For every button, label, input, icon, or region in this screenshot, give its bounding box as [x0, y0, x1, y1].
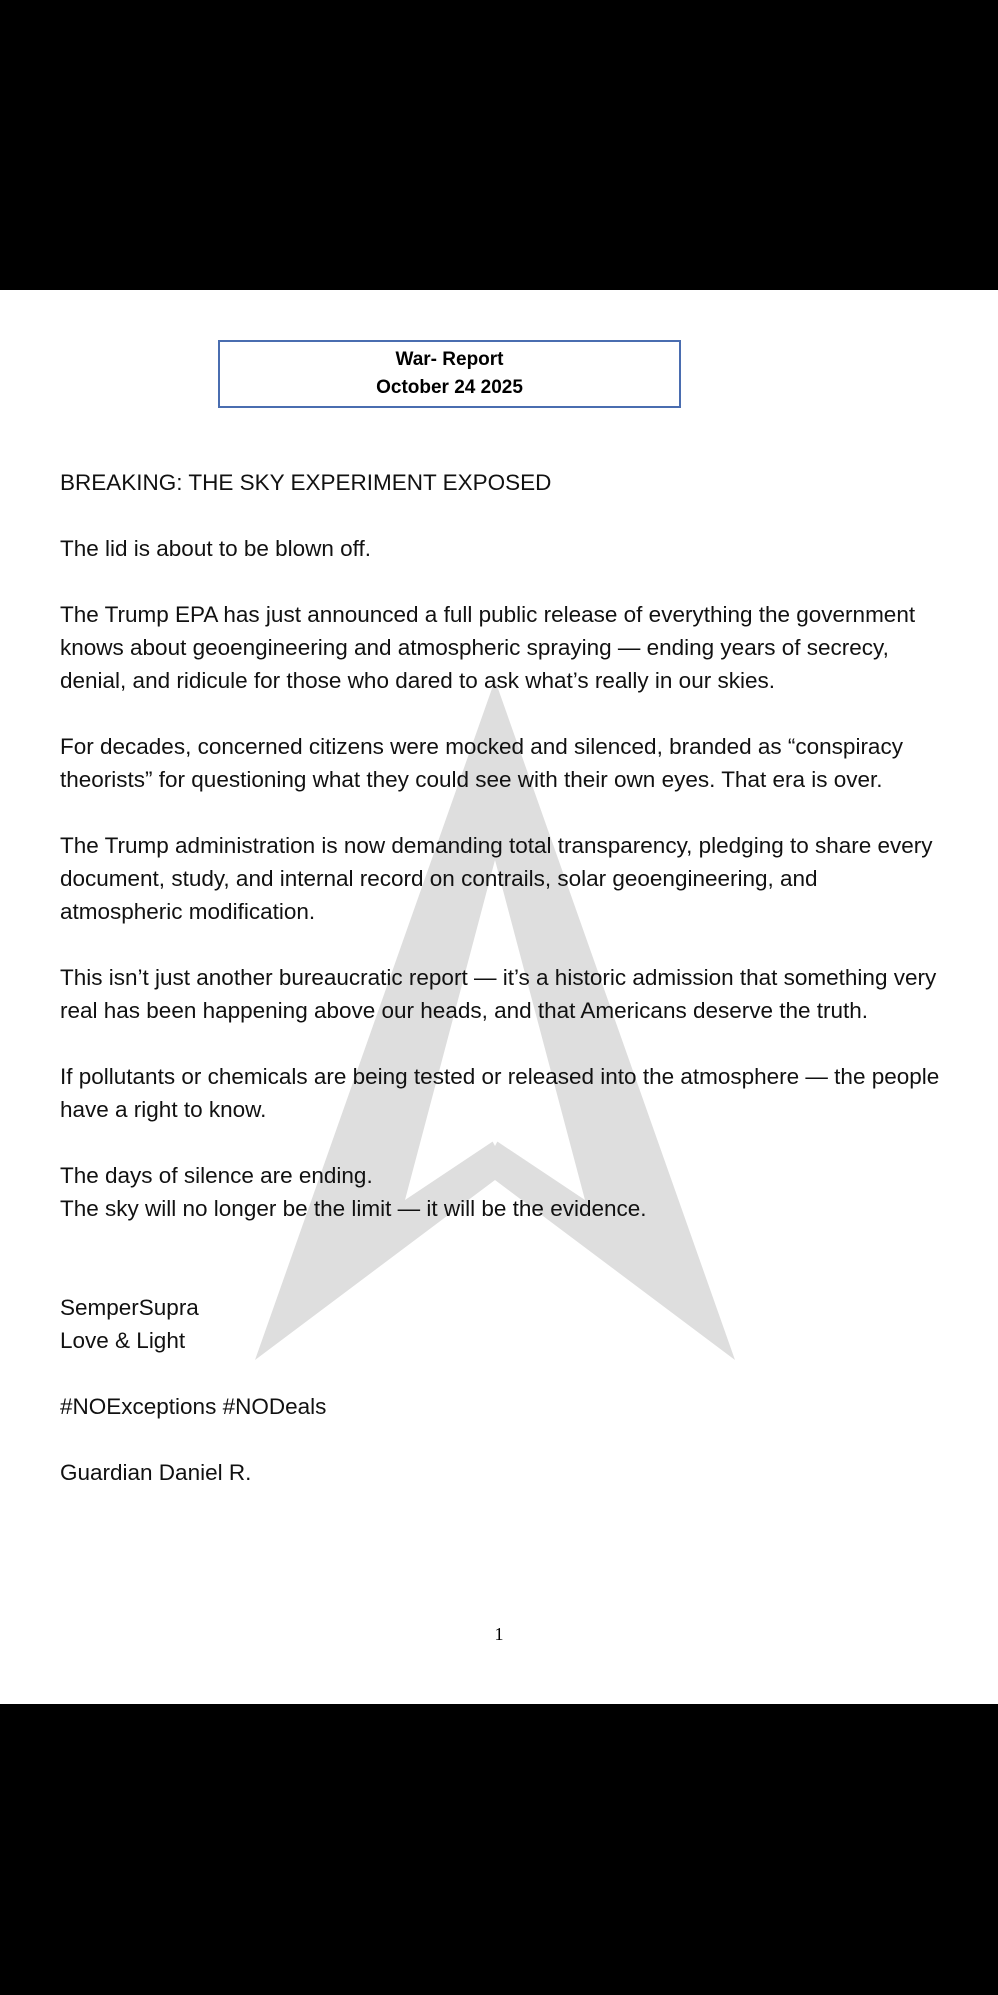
signoff-name: SemperSupra	[60, 1295, 199, 1320]
page-number: 1	[494, 1624, 504, 1644]
closing-line-1: The days of silence are ending.	[60, 1163, 373, 1188]
report-body	[60, 466, 940, 1522]
paragraph-epa-release: The Trump EPA has just announced a full public release of everything the government knows about geoengineering and atmospheric spraying — ending years of secrecy, denial, and ridicule for those who dared to ask what’s really in our skies.	[60, 602, 916, 693]
report-date: October 24 2025	[376, 377, 523, 398]
spacer	[60, 1258, 940, 1291]
signoff-sentiment: Love & Light	[60, 1328, 186, 1353]
hashtags: #NOExceptions #NODeals	[60, 1394, 327, 1419]
paragraph-historic-admission: This isn’t just another bureaucratic report — it’s a historic admission that something very real has been happening above our heads, and that Americans deserve the truth.	[60, 965, 937, 1023]
paragraph-right-to-know: If pollutants or chemicals are being tested or released into the atmosphere — the people have a right to know.	[60, 1064, 940, 1122]
bottom-black-bar	[0, 1704, 998, 1995]
paragraph-transparency: The Trump administration is now demanding total transparency, pledging to share every document, study, and internal record on contrails, solar geoengineering, and atmospheric modification.	[60, 833, 933, 924]
headline: BREAKING: THE SKY EXPERIMENT EXPOSED	[60, 470, 552, 495]
paragraph-decades: For decades, concerned citizens were mocked and silenced, branded as “conspiracy theorists” for questioning what they could see with their own eyes. That era is over.	[60, 734, 903, 792]
intro-paragraph: The lid is about to be blown off.	[60, 536, 372, 561]
report-title: War- Report	[395, 349, 504, 370]
signature: Guardian Daniel R.	[60, 1460, 252, 1485]
report-header-box	[218, 340, 681, 408]
top-black-bar	[0, 0, 998, 290]
closing-line-2: The sky will no longer be the limit — it will be the evidence.	[60, 1196, 647, 1221]
document-page	[0, 290, 998, 1704]
